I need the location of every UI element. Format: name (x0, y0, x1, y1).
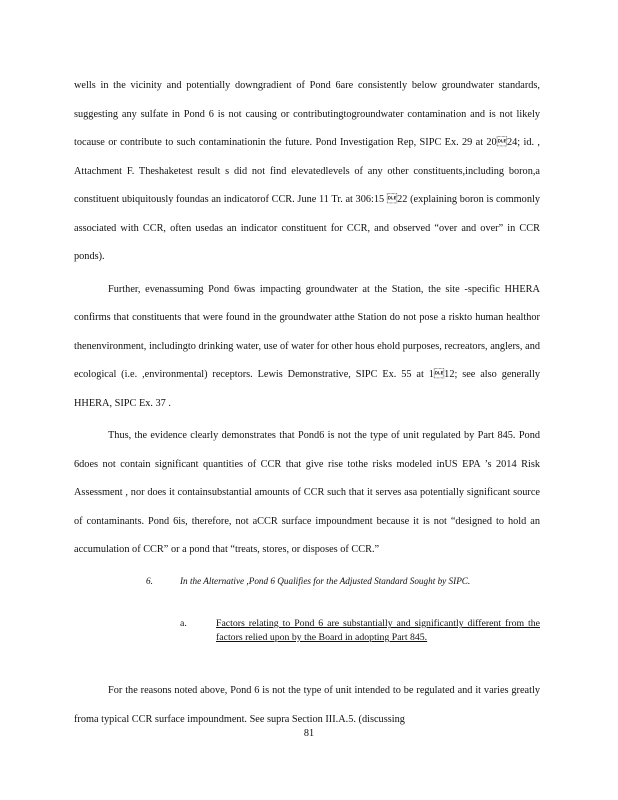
heading-6-text: In the Alternative ,Pond 6 Qualifies for the Adjusted Standard Sought by SIPC. (180, 576, 471, 586)
paragraph-1: wells in the vicinity and potentially downgradient of Pond 6are consistently below groundwater standards, suggesting any sulfate in Pond 6 is not causing or contributingtogroundwater contamination and is not likely tocause or contribute to such contaminationin the future. Pond Investigation Rep, SIPC Ex. 29 at 2024; id. , Attachment F. Theshaketest result s did not find elevatedlevels of any other constituents,including boron,a constituent ubiquitously foundas an indicatorof CCR. June 11 Tr. at 306:15 22 (explaining boron is commonly associated with CCR, often usedas an indicator constituent for CCR, and observed “over and over” in CCR ponds). (74, 80, 540, 262)
paragraph-2: Further, evenassuming Pond 6was impacting groundwater at the Station, the site -specific HHERA confirms that constituents that were found in the groundwater atthe Station do not pose a riskto human healthor thenenvironment, includingto drinking water, use of water for other hous ehold purposes, recreators, anglers, and ecological (i.e. ,environmental) receptors. Lewis Demonstrative, SIPC Ex. 55 at 112; see also generally HHERA, SIPC Ex. 37 . (74, 283, 540, 409)
heading-6-number: 6. (146, 576, 153, 586)
body-text-bottom (74, 676, 540, 734)
heading-a-text: Factors relating to Pond 6 are substantially and significantly different from the factors relied upon by the Board in adopting Part 845. (216, 618, 540, 643)
heading-a-number: a. (180, 618, 187, 629)
page-number: 81 (303, 728, 315, 739)
paragraph-3: Thus, the evidence clearly demonstrates that Pond6 is not the type of unit regulated by Part 845. Pond 6does not contain significant quantities of CCR that give rise tothe risks modeled inUS EPA ’s 2014 Risk Assessment , nor does it containsubstantial amounts of CCR such that it serves asa potentially significant source of contaminants. Pond 6is, therefore, not aCCR surface impoundment because it is not “designed to hold an accumulation of CCR” or a pond that “treats, stores, or disposes of CCR.” (74, 430, 540, 555)
body-text-top (74, 72, 540, 565)
paragraph-4: For the reasons noted above, Pond 6 is not the type of unit intended to be regulated and it varies greatly froma typical CCR surface impoundment. See supra Section III.A.5. (discussing (74, 685, 540, 725)
